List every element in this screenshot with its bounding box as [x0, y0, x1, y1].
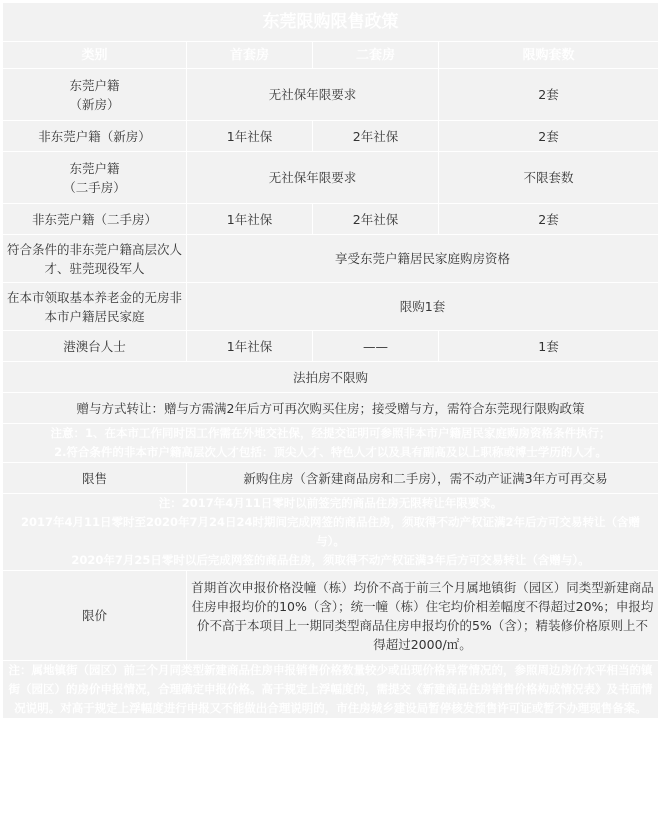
purchase-note: 注意：1、在本市工作同时因工作需在外地交社保，经提交证明可参照非本市户籍居民家庭购房资格条件执行； 2.符合条件的非本市户籍高层次人才包括：顶尖人才、特色人才以及具有副高及以上职称或博士学历的人才。: [3, 424, 659, 463]
table-row: [3, 235, 659, 283]
note-row: [3, 494, 659, 571]
header-first-home: 首套房: [187, 42, 313, 69]
table-row: [3, 362, 659, 393]
table-row: [3, 204, 659, 235]
note-row: [3, 661, 659, 719]
row-limit: 2套: [439, 204, 659, 235]
header-row: [3, 42, 659, 69]
row-value: 限购1套: [187, 283, 659, 331]
row-second-home: 2年社保: [313, 204, 439, 235]
restrict-sale-row: [3, 463, 659, 494]
table-row: [3, 331, 659, 362]
auction-housing-note: 法拍房不限购: [3, 362, 659, 393]
row-first-home: 1年社保: [187, 121, 313, 152]
restrict-sale-text: 新购住房（含新建商品房和二手房），需不动产证满3年方可再交易: [187, 463, 659, 494]
table-row: [3, 393, 659, 424]
row-category: 东莞户籍 （二手房）: [3, 152, 187, 204]
title-row: [3, 3, 659, 42]
policy-table: [2, 2, 659, 719]
table-row: [3, 69, 659, 121]
row-category: 非东莞户籍（新房）: [3, 121, 187, 152]
row-requirement: 无社保年限要求: [187, 152, 439, 204]
watermark-author: @东莞卖房君: [555, 789, 646, 807]
note-row: [3, 424, 659, 463]
price-note: 注：属地镇街（园区）前三个月同类型新建商品住房申报销售价格数量较少或出现价格异常情况的，参照周边房价水平相当的镇街（园区）的房价申报情况，合理确定申报价格。高于规定上浮幅度的，需提交《新建商品住房销售价格构成情况表》及书面情况说明。对高于规定上浮幅度进行申报又不能做出合理说明的，市住房城乡建设局暂停核发预售许可证或暂不办理现售备案。: [3, 661, 659, 719]
row-limit: 2套: [439, 69, 659, 121]
row-category: 港澳台人士: [3, 331, 187, 362]
restrict-sale-label: 限售: [3, 463, 187, 494]
restrict-price-label: 限价: [3, 571, 187, 661]
row-limit: 不限套数: [439, 152, 659, 204]
page-title: 东莞限购限售政策: [3, 3, 659, 42]
restrict-price-text: 首期首次申报价格没幢（栋）均价不高于前三个月属地镇街（园区）同类型新建商品住房申报均价的10%（含）；统一幢（栋）住宅均价相差幅度不得超过20%；申报均价不高于本项目上一期同类型商品住房申报均价的5%（含）；精装修价格原则上不得超过2000/㎡。: [187, 571, 659, 661]
table-row: [3, 121, 659, 152]
row-limit: 2套: [439, 121, 659, 152]
row-value: 享受东莞户籍居民家庭购房资格: [187, 235, 659, 283]
row-second-home: ——: [313, 331, 439, 362]
header-purchase-limit: 限购套数: [439, 42, 659, 69]
row-first-home: 1年社保: [187, 204, 313, 235]
row-category: 符合条件的非东莞户籍高层次人才、驻莞现役军人: [3, 235, 187, 283]
row-category: 非东莞户籍（二手房）: [3, 204, 187, 235]
sale-note: 注：2017年4月11日零时以前签完的商品住房无限转让年限要求。 2017年4月11日零时至2020年7月24日24时期间完成网签的商品住房，须取得不动产权证满2年后方可交易转让（含赠与）。 2020年7月25日零时以后完成网签的商品住房，须取得不动产权证满3年后方可交易转让（含赠与）。: [3, 494, 659, 571]
row-requirement: 无社保年限要求: [187, 69, 439, 121]
watermark: [518, 785, 646, 808]
gift-transfer-note: 赠与方式转让：赠与方需满2年后方可再次购买住房；接受赠与方，需符合东莞现行限购政策: [3, 393, 659, 424]
restrict-price-row: [3, 571, 659, 661]
watermark-site: 知乎: [517, 788, 550, 807]
table-row: [3, 283, 659, 331]
row-category: 东莞户籍 （新房）: [3, 69, 187, 121]
header-second-home: 二套房: [313, 42, 439, 69]
table-row: [3, 152, 659, 204]
header-category: 类别: [3, 42, 187, 69]
row-second-home: 2年社保: [313, 121, 439, 152]
row-category: 在本市领取基本养老金的无房非本市户籍居民家庭: [3, 283, 187, 331]
row-first-home: 1年社保: [187, 331, 313, 362]
row-limit: 1套: [439, 331, 659, 362]
